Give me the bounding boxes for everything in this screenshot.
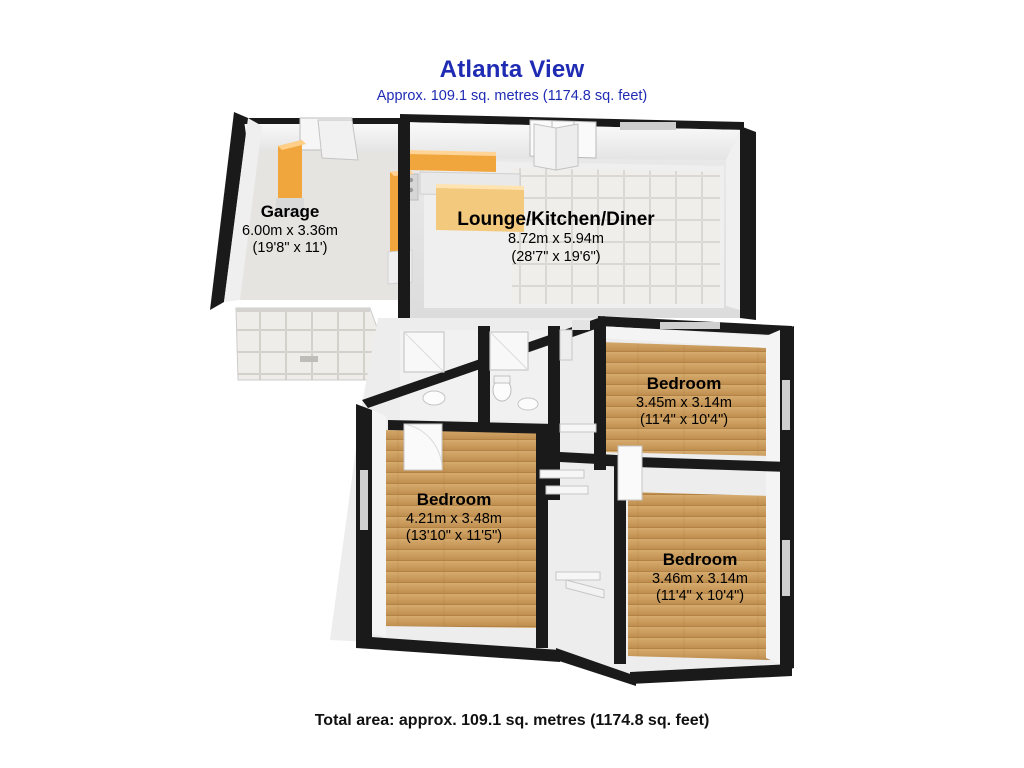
room-dim-metric: 3.46m x 3.14m	[652, 570, 748, 587]
lounge-kitchen-diner-structure	[388, 114, 756, 320]
room-name: Bedroom	[662, 550, 738, 569]
room-dim-metric: 6.00m x 3.36m	[242, 222, 338, 239]
room-name: Bedroom	[646, 374, 722, 393]
room-dim-imperial: (11'4" x 10'4")	[639, 412, 729, 429]
room-dim-imperial: (13'10" x 11'5")	[405, 528, 503, 545]
room-dim-metric: 3.45m x 3.14m	[636, 394, 732, 411]
room-dim-imperial: (19'8" x 11')	[252, 240, 328, 257]
room-name: Lounge/Kitchen/Diner	[457, 209, 655, 230]
bedroom-wing-structure	[330, 316, 794, 686]
room-dim-imperial: (28'7" x 19'6")	[511, 248, 601, 265]
room-dim-metric: 4.21m x 3.48m	[406, 510, 502, 527]
room-dim-metric: 8.72m x 5.94m	[508, 231, 604, 248]
approx-area-text: Approx. 109.1 sq. metres (1174.8 sq. feet)	[376, 88, 648, 104]
garage-structure	[210, 112, 400, 380]
total-area-text: Total area: approx. 109.1 sq. metres (1174.8 sq. feet)	[314, 712, 710, 729]
room-name: Bedroom	[416, 490, 492, 509]
page-title: Atlanta View	[439, 56, 585, 83]
room-dim-imperial: (11'4" x 10'4")	[655, 588, 745, 605]
room-name: Garage	[260, 202, 320, 221]
